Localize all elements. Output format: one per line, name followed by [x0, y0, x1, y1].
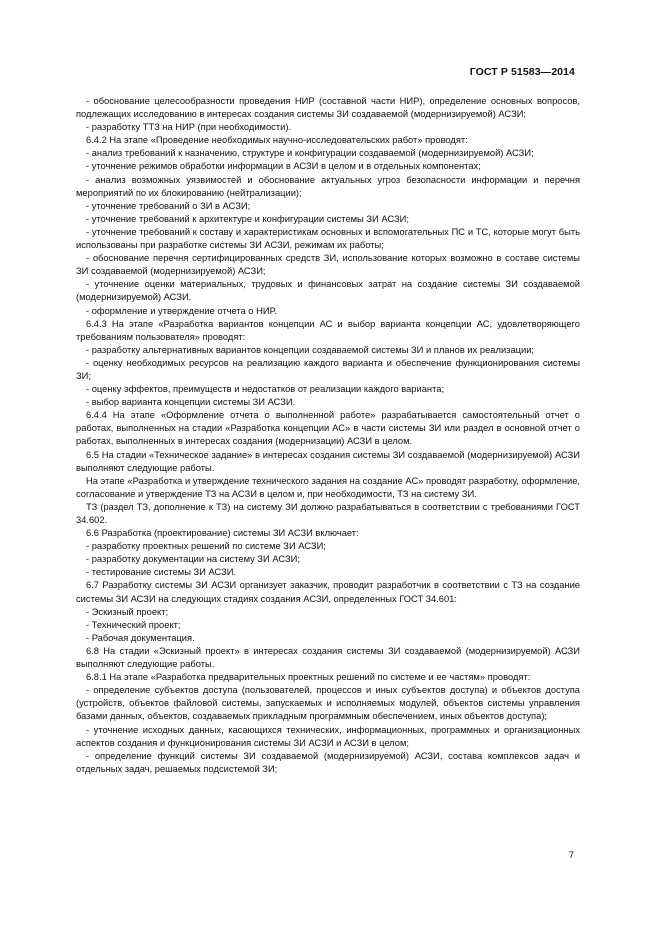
- paragraph: 6.4.3 На этапе «Разработка вариантов концепции АС и выбор варианта концепции АС, удовлетворяющего требованиям пользователя» проводят:: [76, 318, 580, 342]
- paragraph: - оценку эффектов, преимуществ и недостатков от реализации каждого варианта;: [86, 384, 445, 395]
- paragraph: - тестирование системы ЗИ АСЗИ.: [86, 567, 237, 578]
- paragraph: - обоснование целесообразности проведения НИР (составной части НИР), определение основных вопросов, подлежащих исследованию в интересах создания системы ЗИ создаваемой (модернизируемой) АСЗИ;: [76, 96, 580, 120]
- paragraph: - уточнение оценки материальных, трудовых и финансовых затрат на создание системы ЗИ создаваемой (модернизируемой) АСЗИ.: [76, 279, 580, 303]
- paragraph: На этапе «Разработка и утверждение технического задания на создание АС» проводят разработку, оформление, согласование и утверждение ТЗ на АСЗИ в целом и, при необходимости, ТЗ на систему ЗИ.: [76, 475, 580, 499]
- paragraph: - разработку документации на систему ЗИ АСЗИ;: [86, 554, 300, 565]
- paragraph: 6.4.2 На этапе «Проведение необходимых научно-исследовательских работ» проводят:: [86, 135, 468, 146]
- paragraph: - Технический проект;: [86, 619, 181, 630]
- paragraph: - разработку проектных решений по системе ЗИ АСЗИ;: [86, 541, 326, 552]
- paragraph: - Эскизный проект;: [86, 606, 169, 617]
- paragraph: ТЗ (раздел ТЗ, дополнение к ТЗ) на систему ЗИ должно разрабатываться в соответствии с требованиями ГОСТ 34.602.: [76, 501, 580, 525]
- paragraph: - разработку альтернативных вариантов концепции создаваемой системы ЗИ и планов их реализации;: [86, 344, 535, 355]
- paragraph: 6.8 На стадии «Эскизный проект» в интересах создания системы ЗИ создаваемой (модернизируемой) АСЗИ выполняют следующие работы.: [76, 645, 580, 670]
- paragraph: - анализ возможных уязвимостей и обоснование актуальных угроз безопасности информации и перечня мероприятий по их блокированию (нейтрализации);: [76, 174, 580, 198]
- document-body: [76, 95, 580, 776]
- paragraph: - определение субъектов доступа (пользователей, процессов и иных субъектов доступа) и объектов доступа (устройств, объектов файловой системы, запускаемых и исполняемых модулей, объектов системы управления базами данных, объектов, создаваемых прикладным программным обеспечением, иных объектов доступа);: [76, 685, 580, 722]
- paragraph: 6.8.1 На этапе «Разработка предварительных проектных решений по системе и ее частям» проводят:: [86, 672, 531, 683]
- paragraph: - уточнение исходных данных, касающихся технических, информационных, программных и организационных аспектов создания и функционирования системы ЗИ АСЗИ и АСЗИ в целом;: [76, 724, 580, 748]
- paragraph: - уточнение требований к составу и характеристикам основных и вспомогательных ПС и ТС, которые могут быть использованы при разработке системы ЗИ АСЗИ, режимам их работы;: [76, 226, 580, 251]
- paragraph: 6.6 Разработка (проектирование) системы ЗИ АСЗИ включает:: [86, 528, 359, 539]
- paragraph: - уточнение режимов обработки информации в АСЗИ в целом и в отдельных компонентах;: [86, 161, 481, 172]
- paragraph: - уточнение требований о ЗИ в АСЗИ;: [86, 200, 251, 211]
- paragraph: 6.5 На стадии «Техническое задание» в интересах создания системы ЗИ создаваемой (модернизируемой) АСЗИ выполняют следующие работы.: [76, 449, 580, 473]
- paragraph: - уточнение требований к архитектуре и конфигурации системы ЗИ АСЗИ;: [86, 213, 409, 224]
- page-number: 7: [568, 850, 574, 861]
- paragraph: - выбор варианта концепции системы ЗИ АСЗИ.: [86, 397, 296, 408]
- page-header: ГОСТ Р 51583—2014: [469, 66, 575, 78]
- paragraph: - Рабочая документация.: [86, 632, 195, 643]
- paragraph: - разработку ТТЗ на НИР (при необходимости).: [86, 122, 292, 133]
- paragraph: - оценку необходимых ресурсов на реализацию каждого варианта и обеспечение функционирования системы ЗИ;: [76, 357, 580, 381]
- paragraph: - оформление и утверждение отчета о НИР.: [86, 305, 277, 316]
- paragraph: - обоснование перечня сертифицированных средств ЗИ, использование которых возможно в составе системы ЗИ создаваемой (модернизируемой) АСЗИ;: [76, 253, 580, 277]
- paragraph: 6.7 Разработку системы ЗИ АСЗИ организует заказчик, проводит разработчик в соответствии с ТЗ на создание системы ЗИ АСЗИ на следующих стадиях создания АСЗИ, определенных ГОСТ 34.601:: [76, 580, 580, 604]
- paragraph: - анализ требований к назначению, структуре и конфигурации создаваемой (модернизируемой) АСЗИ;: [86, 148, 534, 159]
- paragraph: - определение функций системы ЗИ создаваемой (модернизируемой) АСЗИ, состава комплексов задач и отдельных задач, решаемых подсистемой ЗИ;: [76, 750, 580, 774]
- paragraph: 6.4.4 На этапе «Оформление отчета о выполненной работе» разрабатывается самостоятельный отчет о работах, выполненных на стадии «Разработка концепции АС» в части системы ЗИ или раздел в основной отчет о работах, выполненных в интересах создания (модернизации) АСЗИ в целом.: [76, 410, 580, 447]
